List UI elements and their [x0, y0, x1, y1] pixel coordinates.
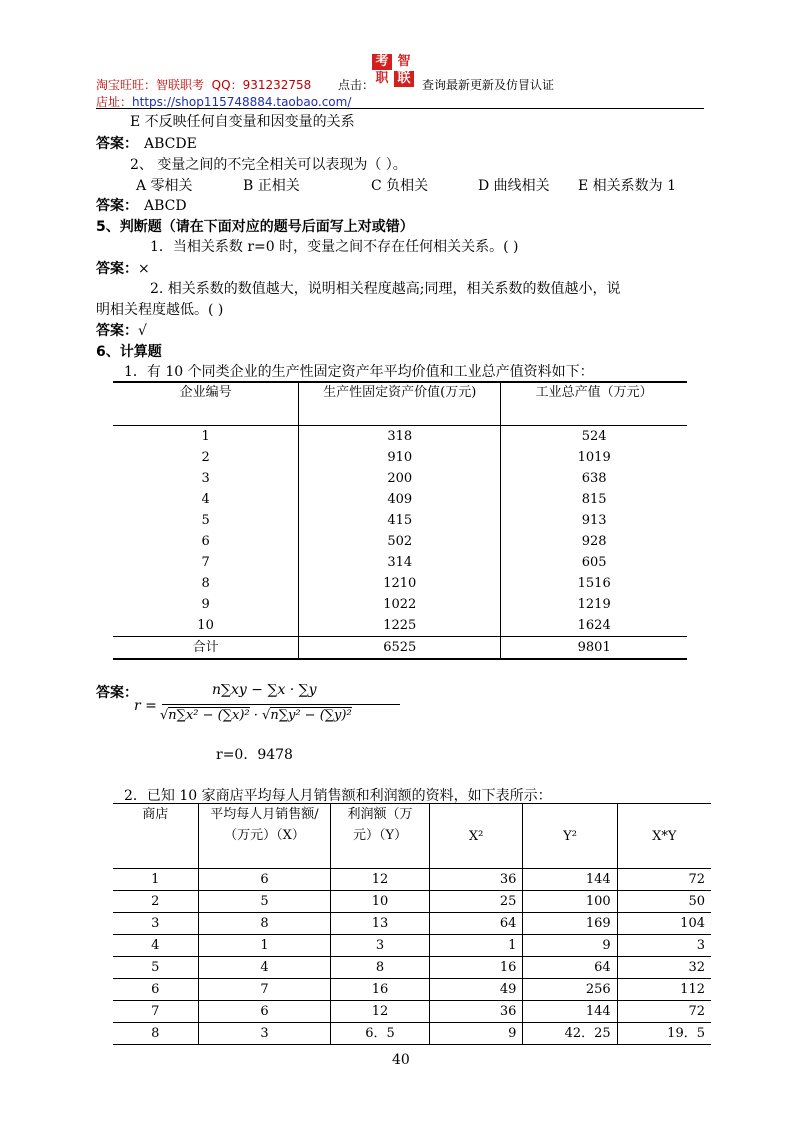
table-header-cell: Y²: [523, 804, 617, 869]
table-cell: 7: [113, 1001, 198, 1023]
table-cell: 9: [523, 935, 617, 957]
table-cell: 9: [429, 1023, 523, 1045]
section-5-heading: 5、判断题（请在下面对应的题号后面写上对或错）: [96, 219, 414, 235]
answer-value: ABCD: [144, 198, 187, 214]
table-cell: 16: [331, 979, 429, 1001]
table-cell: 318: [299, 426, 501, 448]
table-cell: 3: [113, 913, 198, 935]
result-r: r=0．9478: [216, 747, 293, 763]
table-cell: 12: [331, 1001, 429, 1023]
table-cell: 524: [501, 426, 687, 448]
table-cell: 10: [331, 891, 429, 913]
table-cell: 1: [201, 429, 210, 444]
answer-value: √: [138, 323, 147, 339]
table-cell: 25: [429, 891, 523, 913]
option-e-line: E 不反映任何自变量和因变量的关系: [130, 114, 355, 130]
table-cell: 7: [201, 555, 210, 570]
table-header-cell: X*Y: [617, 804, 711, 869]
table-cell: 1624: [501, 615, 687, 637]
logo-char: 智: [397, 54, 411, 69]
table-cell: 9801: [501, 637, 687, 660]
table-cell: 1: [113, 869, 198, 891]
table-cell: 5: [113, 957, 198, 979]
table-cell: 5: [198, 891, 331, 913]
formula-denominator-a: n∑x² − (∑x)²: [168, 708, 250, 723]
q2-option-b: B 正相关: [243, 178, 300, 194]
table-cell: 50: [617, 891, 711, 913]
table-cell: 7: [198, 979, 331, 1001]
table-cell: 6: [201, 534, 210, 549]
answer-value: ×: [138, 261, 150, 277]
table-header-row: [113, 804, 711, 869]
table-cell: 1: [198, 935, 331, 957]
table-cell: 4: [201, 492, 210, 507]
table-cell: 36: [429, 1001, 523, 1023]
table-row: [113, 489, 687, 510]
table-cell: 8: [201, 576, 210, 591]
q2-option-c: C 负相关: [371, 178, 429, 194]
table-cell: 2: [113, 891, 198, 913]
table-cell: 605: [501, 552, 687, 573]
header-wangwang-label: 淘宝旺旺：: [96, 78, 157, 92]
table-cell: 415: [299, 510, 501, 531]
table-row: [113, 510, 687, 531]
table-cell: 4: [113, 935, 198, 957]
table-cell: 12: [331, 869, 429, 891]
answer-label: 答案：: [96, 323, 138, 339]
table-cell: 1019: [501, 447, 687, 468]
table-cell: 1: [429, 935, 523, 957]
table-cell: 8: [113, 1023, 198, 1045]
table-cell: 72: [617, 869, 711, 891]
logo-char: 职: [375, 71, 389, 86]
table-row: [113, 891, 711, 913]
header-divider: [96, 108, 704, 109]
calc-question-1: 1．有 10 个同类企业的生产性固定资产年平均价值和工业总产值资料如下：: [124, 364, 594, 380]
table-row: [113, 552, 687, 573]
table-row: [113, 594, 687, 615]
table-cell: 112: [617, 979, 711, 1001]
q2-option-a: A 零相关: [136, 178, 193, 194]
logo-char: 联: [394, 71, 414, 87]
table-cell: 3: [617, 935, 711, 957]
table-cell: 928: [501, 531, 687, 552]
header-shop-url[interactable]: https://shop115748884.taobao.com/: [132, 95, 352, 109]
q2-option-e: E 相关系数为 1: [578, 178, 677, 194]
table-cell: 19．5: [617, 1023, 711, 1045]
table-cell: 42．25: [523, 1023, 617, 1045]
answer-label-calc1: 答案：: [96, 685, 138, 701]
table-total-row: [113, 637, 687, 660]
table-header-cell: 平均每人月销售额/（万元）（X）: [198, 804, 331, 869]
formula-denominator-b: n∑y² − (∑y)²: [270, 708, 352, 723]
header-line1: [96, 76, 311, 93]
correlation-formula: [130, 680, 410, 736]
table-cell: 409: [299, 489, 501, 510]
table-cell: 910: [299, 447, 501, 468]
formula-numerator: n∑xy − ∑x · ∑y: [212, 682, 317, 698]
table-cell: 913: [501, 510, 687, 531]
table-cell: 1210: [299, 573, 501, 594]
table-cell: 1516: [501, 573, 687, 594]
table-row: [113, 1001, 711, 1023]
answer-1: [96, 133, 197, 153]
table-cell: 638: [501, 468, 687, 489]
header-click-label: 点击：: [338, 78, 375, 92]
sqrt-icon: √: [160, 708, 169, 723]
table-header-row: [113, 382, 687, 426]
store-table: [113, 803, 711, 1045]
header-qq-label: QQ：: [211, 78, 243, 92]
table-row: [113, 869, 711, 891]
table-cell: 169: [523, 913, 617, 935]
table-row: [113, 447, 687, 468]
table-cell: 72: [617, 1001, 711, 1023]
table-cell: 16: [429, 957, 523, 979]
table-cell: 合计: [113, 637, 299, 660]
table-cell: 6525: [299, 637, 501, 660]
table-cell: 6: [113, 979, 198, 1001]
page-number: 40: [392, 1052, 410, 1068]
enterprise-table: [113, 381, 687, 660]
table-cell: 200: [299, 468, 501, 489]
header-qq-number[interactable]: 931232758: [242, 78, 312, 92]
table-header-cell: 工业总产值（万元）: [501, 382, 687, 426]
table-cell: 4: [198, 957, 331, 979]
table-cell: 9: [201, 597, 210, 612]
table-row: [113, 979, 711, 1001]
table-cell: 64: [523, 957, 617, 979]
brand-logo[interactable]: [372, 54, 416, 88]
table-cell: 3: [331, 935, 429, 957]
table-row: [113, 531, 687, 552]
table-cell: 8: [198, 913, 331, 935]
q2-option-d: D 曲线相关: [478, 178, 550, 194]
table-cell: 100: [523, 891, 617, 913]
header-query-link[interactable]: 查询最新更新及仿冒认证: [422, 78, 555, 92]
table-cell: 32: [617, 957, 711, 979]
table-cell: 6: [198, 1001, 331, 1023]
table-cell: 1022: [299, 594, 501, 615]
judge-question-2-line1: 2. 相关系数的数值越大，说明相关程度越高;同理，相关系数的数值越小，说: [150, 281, 621, 297]
table-cell: 36: [429, 869, 523, 891]
answer-value: ABCDE: [144, 136, 197, 152]
table-cell: 1225: [299, 615, 501, 637]
table-cell: 6．5: [331, 1023, 429, 1045]
table-cell: 13: [331, 913, 429, 935]
table-cell: 10: [197, 618, 214, 633]
calc-question-2: 2．已知 10 家商店平均每人月销售额和利润额的资料，如下表所示：: [124, 788, 552, 804]
table-row: [113, 913, 711, 935]
section-6-heading: 6、计算题: [96, 344, 162, 360]
sqrt-icon: √: [262, 708, 271, 723]
table-row: [113, 468, 687, 489]
question-2: 2、 变量之间的不完全相关可以表现为（ ）。: [130, 157, 407, 173]
table-header-cell: 企业编号: [113, 382, 299, 426]
answer-label: 答案：: [96, 136, 138, 152]
table-cell: 2: [201, 450, 210, 465]
header-address-label: 店址：: [96, 95, 133, 109]
header-shop-name[interactable]: 智联职考: [156, 78, 205, 92]
table-row: [113, 1023, 711, 1045]
judge-answer-2: [96, 320, 147, 340]
logo-char: 考: [372, 54, 392, 70]
table-cell: 6: [198, 869, 331, 891]
table-row: [113, 935, 711, 957]
table-row: [113, 957, 711, 979]
formula-fraction-bar: [162, 704, 400, 705]
table-cell: 64: [429, 913, 523, 935]
table-row: [113, 426, 687, 448]
table-cell: 3: [198, 1023, 331, 1045]
table-cell: 1219: [501, 594, 687, 615]
table-cell: 502: [299, 531, 501, 552]
judge-question-1: 1．当相关系数 r=0 时，变量之间不存在任何相关关系。( ): [150, 239, 519, 255]
answer-label: 答案：: [96, 261, 138, 277]
table-cell: 314: [299, 552, 501, 573]
judge-answer-1: [96, 258, 150, 278]
table-cell: 5: [201, 513, 210, 528]
table-cell: 144: [523, 1001, 617, 1023]
table-header-cell: 生产性固定资产价值(万元): [299, 382, 501, 426]
table-header-cell: X²: [429, 804, 523, 869]
table-header-cell: 利润额（万元）（Y）: [331, 804, 429, 869]
judge-question-2-line2: 明相关程度越低。( ): [96, 302, 224, 318]
answer-2: [96, 195, 187, 215]
table-header-cell: 商店: [113, 804, 198, 869]
table-cell: 3: [201, 471, 210, 486]
table-cell: 815: [501, 489, 687, 510]
table-cell: 8: [331, 957, 429, 979]
table-cell: 256: [523, 979, 617, 1001]
table-cell: 144: [523, 869, 617, 891]
table-cell: 49: [429, 979, 523, 1001]
table-cell: 104: [617, 913, 711, 935]
formula-denominator: √n∑x² − (∑x)² · √n∑y² − (∑y)²: [160, 708, 352, 723]
formula-lhs: r =: [134, 698, 157, 714]
table-row: [113, 615, 687, 637]
table-row: [113, 573, 687, 594]
answer-label: 答案：: [96, 198, 138, 214]
